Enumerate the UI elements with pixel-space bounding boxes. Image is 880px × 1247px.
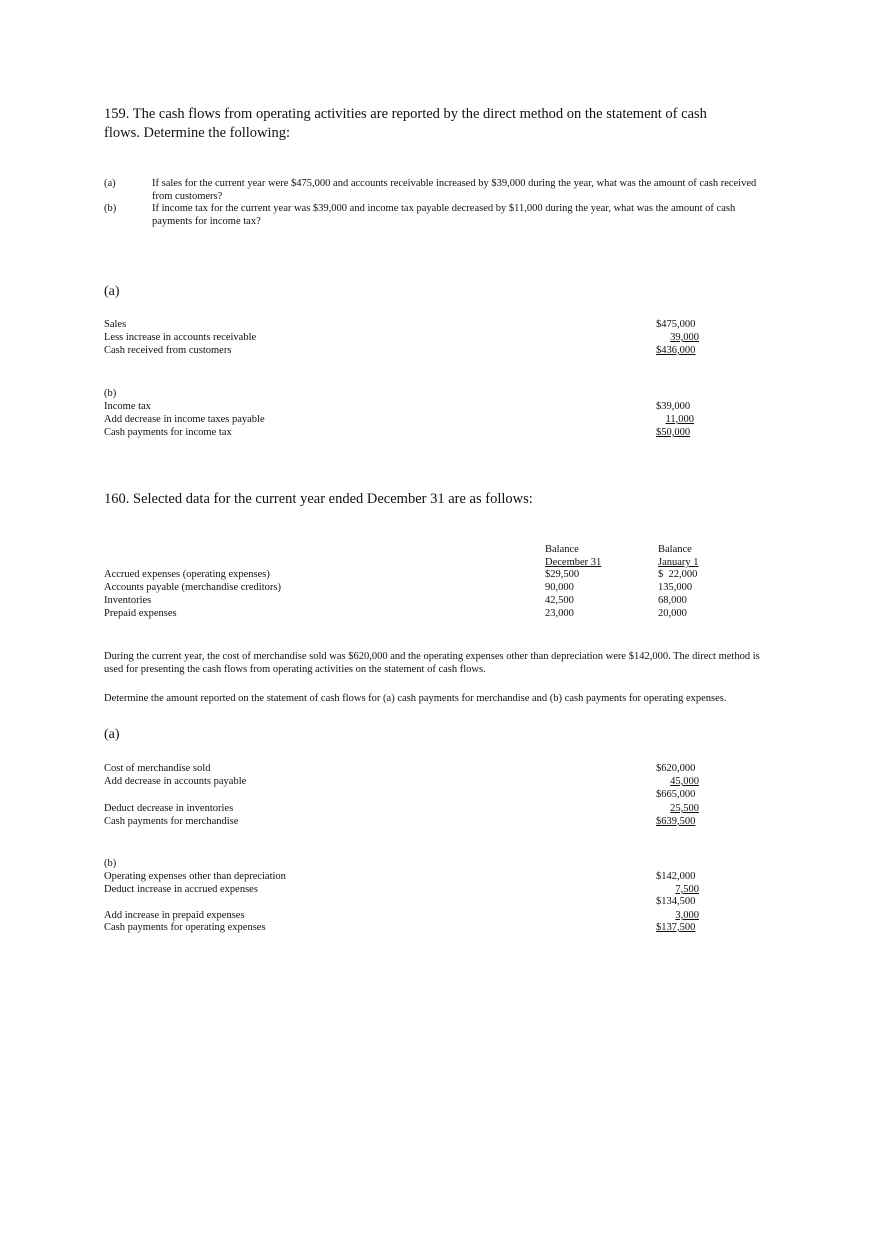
q159-b-row3-value: $50,000 (656, 427, 691, 438)
q160-row2-label: Accounts payable (merchandise creditors) (104, 582, 281, 593)
q160-paragraph-1: During the current year, the cost of merchandise sold was $620,000 and the operating expenses other than depreciation were $142,000. The direct method is used for presenting the cash flows from operating activities on the statement of cash flows. (104, 651, 760, 675)
q159-b-row2-label: Add decrease in income taxes payable (104, 414, 265, 425)
q160-row4-jan: 20,000 (658, 608, 687, 619)
q160-a-row4-label: Deduct decrease in inventories (104, 803, 234, 814)
q160-a-row2-label: Add decrease in accounts payable (104, 776, 247, 787)
q160-b-row4-label: Add increase in prepaid expenses (104, 910, 245, 921)
q160-row3-label: Inventories (104, 595, 152, 606)
q159-part-b-text: If income tax for the current year was $39,000 and income tax payable decreased by $11,000 during the year, what was the amount of cash payments for income tax? (152, 203, 736, 227)
col-dec-line1: Balance (545, 544, 579, 555)
q159-a-row2-value: 39,000 (670, 332, 699, 343)
q159-a-row3-label: Cash received from customers (104, 345, 232, 356)
q159-a-row3-value: $436,000 (656, 345, 696, 356)
q160-heading: 160. Selected data for the current year ended December 31 are as follows: (104, 491, 533, 507)
q159-b-row3-label: Cash payments for income tax (104, 427, 232, 438)
q159-b-row1-value: $39,000 (656, 401, 691, 412)
q160-answer-a-heading: (a) (104, 727, 120, 742)
q159-part-a-label: (a) (104, 178, 116, 189)
q159-b-row2-value: 11,000 (665, 414, 694, 425)
q159-heading: 159. The cash flows from operating activities are reported by the direct method on the statement of cash flows. Determine the following: (104, 106, 707, 141)
q160-a-row2-value: 45,000 (670, 776, 699, 787)
q159-part-a-text: If sales for the current year were $475,000 and accounts receivable increased by $39,000 during the year, what was the amount of cash received from customers? (152, 178, 757, 202)
q159-answer-a-heading: (a) (104, 284, 120, 299)
col-jan-line2: January 1 (658, 557, 699, 568)
q160-a-row1-value: $620,000 (656, 763, 696, 774)
q160-a-row5-label: Cash payments for merchandise (104, 816, 239, 827)
q160-answer-b-heading: (b) (104, 858, 117, 869)
q160-a-row1-label: Cost of merchandise sold (104, 763, 211, 774)
q159-answer-b-heading: (b) (104, 388, 117, 399)
q160-a-row5-value: $639,500 (656, 816, 696, 827)
q160-row2-dec: 90,000 (545, 582, 574, 593)
q159-b-row1-label: Income tax (104, 401, 151, 412)
q160-row3-jan: 68,000 (658, 595, 687, 606)
q160-b-row2-value: 7,500 (675, 884, 699, 895)
q160-row1-label: Accrued expenses (operating expenses) (104, 569, 270, 580)
col-dec-line2: December 31 (545, 557, 602, 568)
q160-row1-dec: $29,500 (545, 569, 580, 580)
q160-a-row3-value: $665,000 (656, 789, 696, 800)
q160-row2-jan: 135,000 (658, 582, 693, 593)
q160-a-row4-value: 25,500 (670, 803, 699, 814)
q160-b-row5-label: Cash payments for operating expenses (104, 922, 266, 933)
q159-a-row2-label: Less increase in accounts receivable (104, 332, 257, 343)
q160-row4-dec: 23,000 (545, 608, 574, 619)
q160-b-row1-value: $142,000 (656, 871, 696, 882)
q160-b-row3-value: $134,500 (656, 896, 696, 907)
q160-b-row5-value: $137,500 (656, 922, 696, 933)
q160-b-row4-value: 3,000 (675, 910, 699, 921)
q159-a-row1-label: Sales (104, 319, 127, 330)
q159-part-b-label: (b) (104, 203, 117, 214)
q160-paragraph-2: Determine the amount reported on the statement of cash flows for (a) cash payments for merchandise and (b) cash payments for operating expenses. (104, 693, 727, 704)
col-jan-line1: Balance (658, 544, 692, 555)
q160-b-row1-label: Operating expenses other than depreciation (104, 871, 286, 882)
q159-a-row1-value: $475,000 (656, 319, 696, 330)
q160-row3-dec: 42,500 (545, 595, 574, 606)
q160-b-row2-label: Deduct increase in accrued expenses (104, 884, 258, 895)
q160-row4-label: Prepaid expenses (104, 608, 177, 619)
q160-row1-jan: $ 22,000 (658, 569, 698, 580)
